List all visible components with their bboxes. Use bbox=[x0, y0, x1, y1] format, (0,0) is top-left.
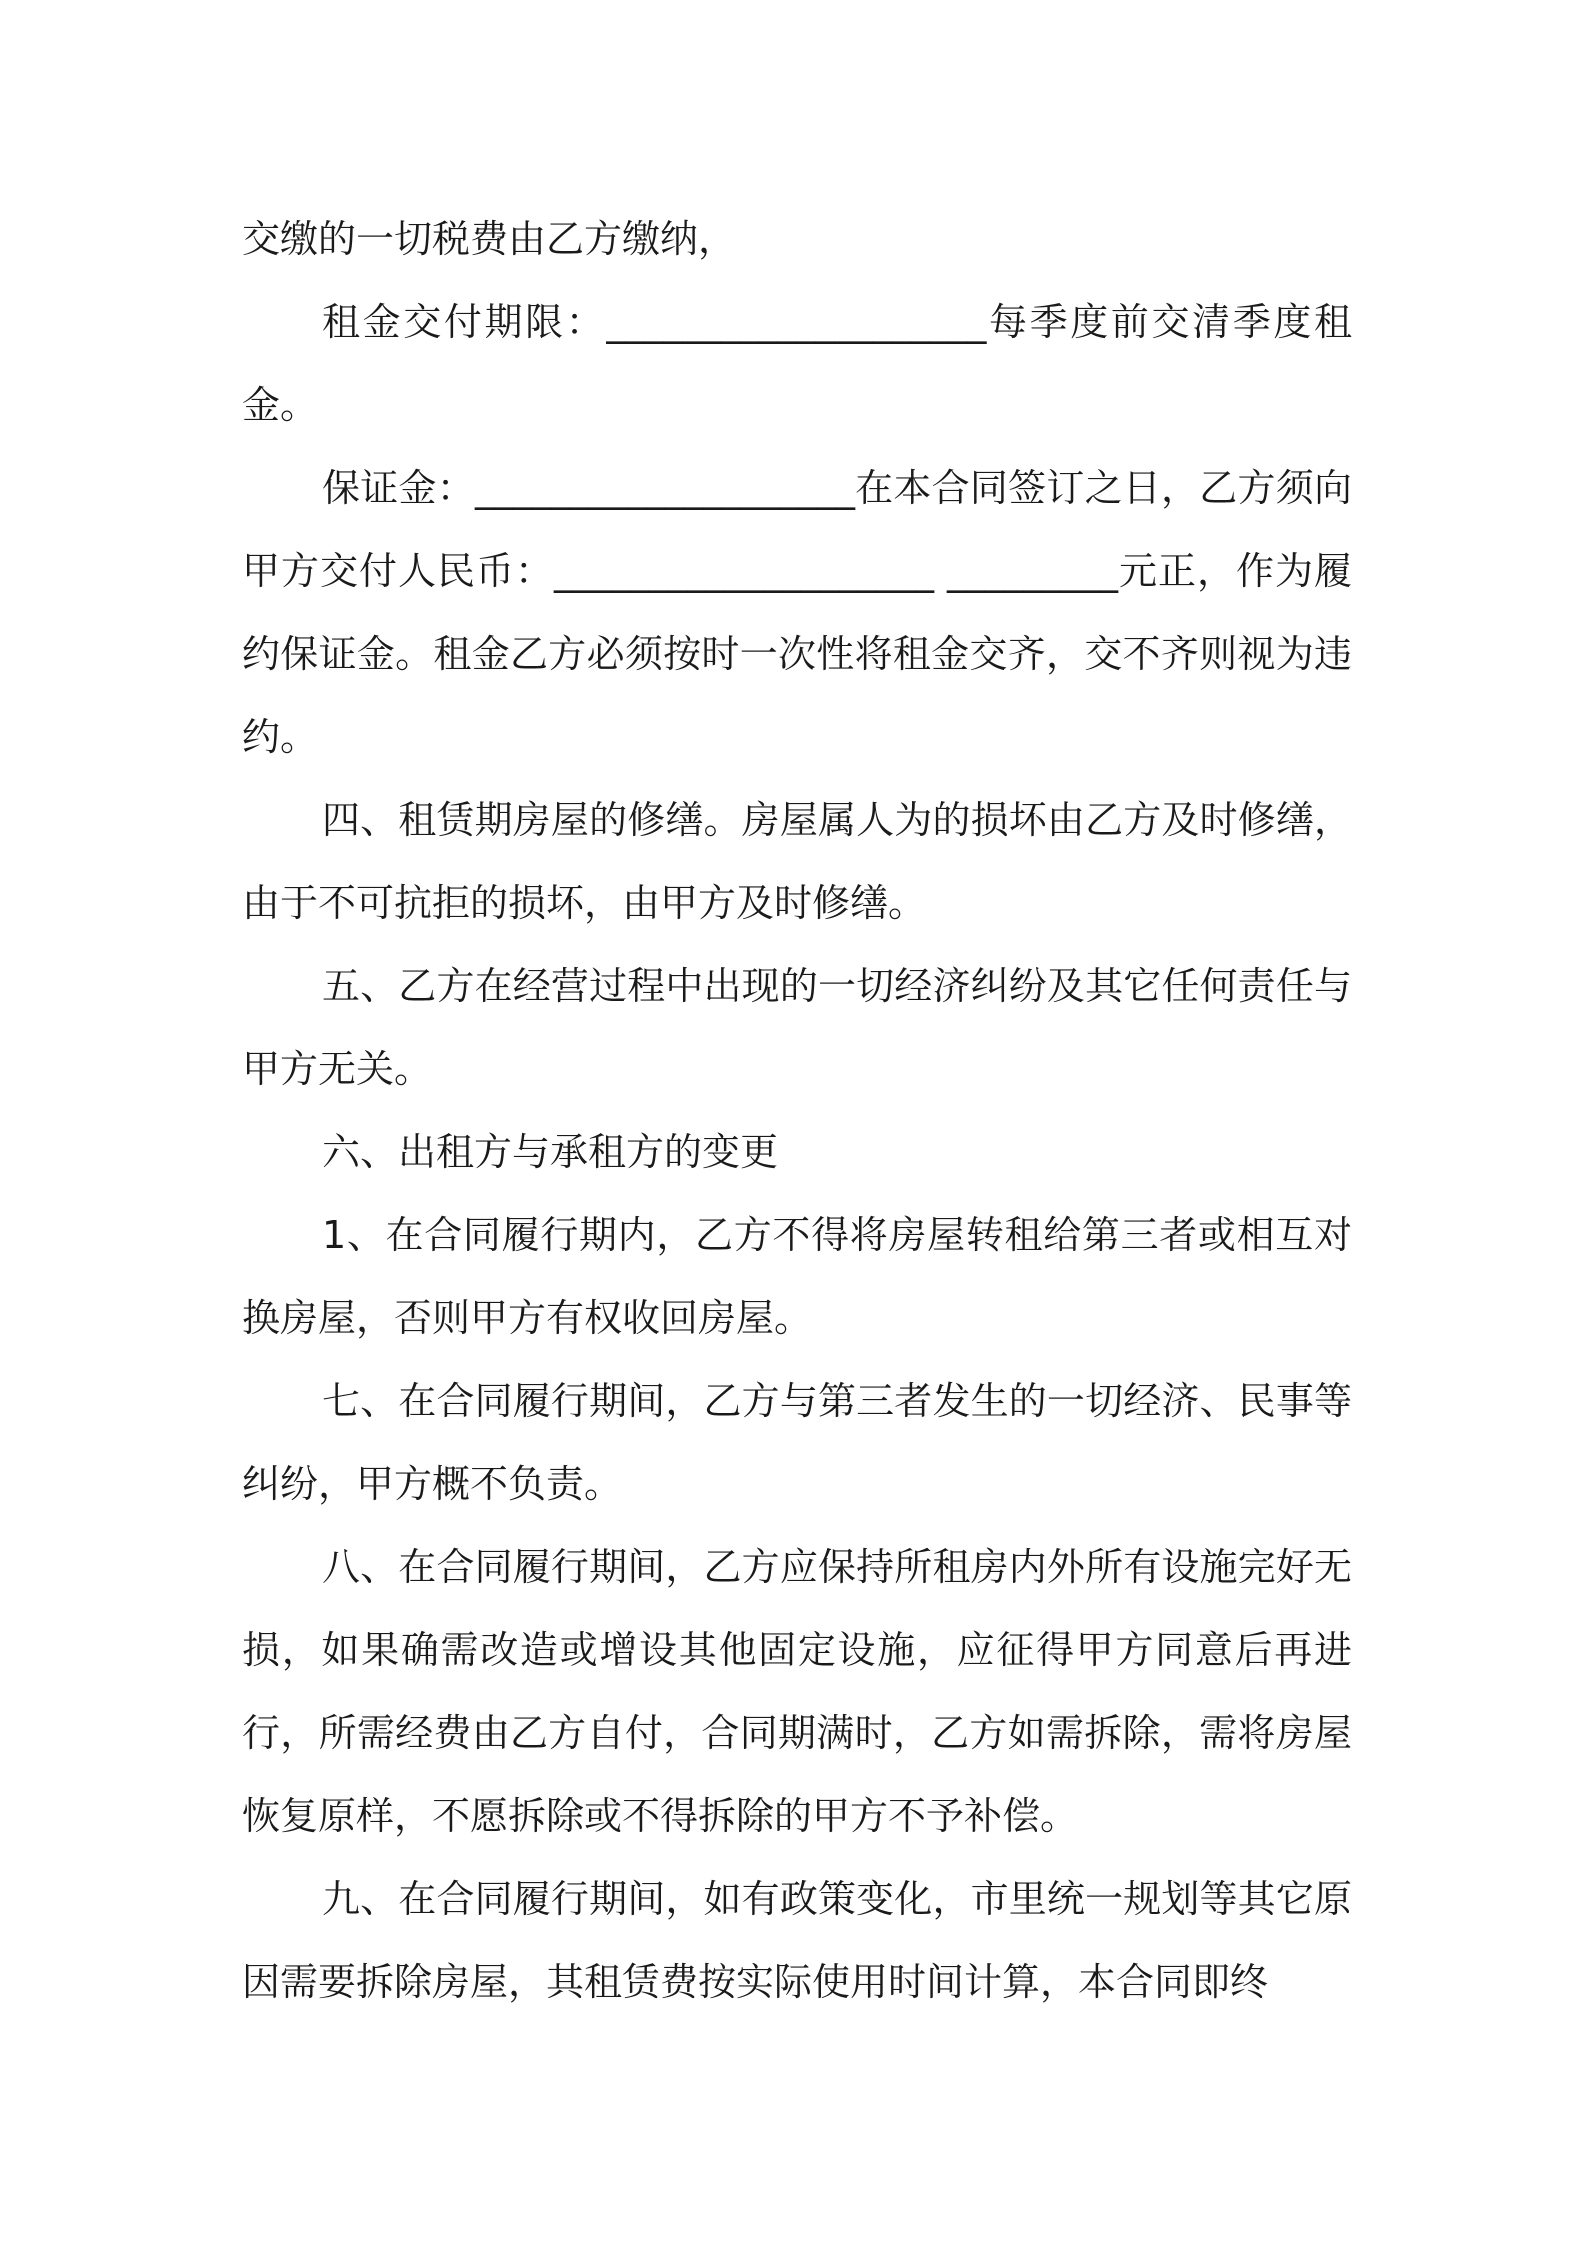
paragraph-clause-9-policy: 九、在合同履行期间，如有政策变化，市里统一规划等其它原因需要拆除房屋，其租赁费按实际使用时间计算，本合同即终 bbox=[242, 1877, 1352, 2004]
paragraph-clause-8-facilities: 八、在合同履行期间，乙方应保持所租房内外所有设施完好无损，如果确需改造或增设其他固定设施，应征得甲方同意后再进行，所需经费由乙方自付，合同期满时，乙方如需拆除，需将房屋恢复原样，不愿拆除或不得拆除的甲方不予补偿。 bbox=[242, 1545, 1352, 1838]
paragraph-clause-6-item-1: 1、在合同履行期内，乙方不得将房屋转租给第三者或相互对换房屋，否则甲方有权收回房屋。 bbox=[242, 1213, 1352, 1340]
paragraph-rent-payment-deadline: 租金交付期限：____________________每季度前交清季度租金。 bbox=[242, 300, 1352, 427]
document-body bbox=[242, 198, 1352, 2024]
paragraph-clause-4-repairs: 四、租赁期房屋的修缮。房屋属人为的损坏由乙方及时修缮，由于不可抗拒的损坏，由甲方及时修缮。 bbox=[242, 798, 1352, 925]
paragraph-deposit: 保证金：____________________在本合同签订之日，乙方须向甲方交付人民币：____________________ _________元正，作为履约保证金。租金乙方必须按时一次性将租金交齐，交不齐则视为违约。 bbox=[242, 466, 1352, 759]
paragraph-clause-6-heading: 六、出租方与承租方的变更 bbox=[322, 1130, 779, 1174]
paragraph-clause-5-liability: 五、乙方在经营过程中出现的一切经济纠纷及其它任何责任与甲方无关。 bbox=[242, 964, 1352, 1091]
paragraph-tax: 交缴的一切税费由乙方缴纳， bbox=[242, 217, 737, 261]
paragraph-clause-7-disputes: 七、在合同履行期间，乙方与第三者发生的一切经济、民事等纠纷，甲方概不负责。 bbox=[242, 1379, 1352, 1506]
